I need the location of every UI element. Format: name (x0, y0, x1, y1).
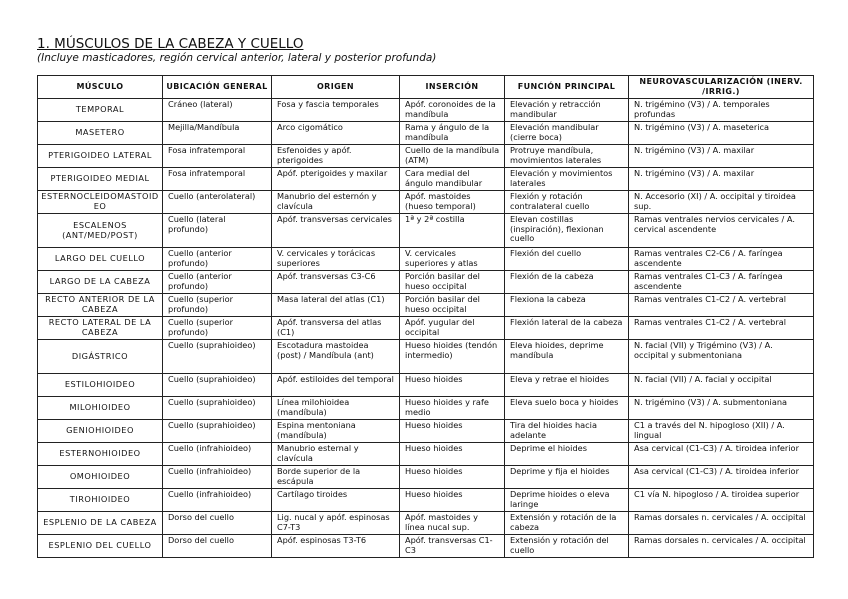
cell-origin: Apóf. transversa del atlas (C1) (272, 317, 400, 340)
cell-location: Cuello (superior profundo) (163, 294, 272, 317)
cell-origin: Apóf. transversas cervicales (272, 214, 400, 248)
cell-insertion: Apóf. mastoides y línea nucal sup. (400, 512, 505, 535)
cell-location: Cuello (infrahioideo) (163, 489, 272, 512)
cell-insertion: Rama y ángulo de la mandíbula (400, 122, 505, 145)
header-location: UBICACIÓN GENERAL (163, 76, 272, 99)
cell-neuro: N. Accesorio (XI) / A. occipital y tiroidea sup. (629, 191, 814, 214)
cell-origin: Apóf. estiloides del temporal (272, 374, 400, 397)
cell-origin: V. cervicales y torácicas superiores (272, 248, 400, 271)
cell-muscle: RECTO ANTERIOR DE LA CABEZA (38, 294, 163, 317)
cell-neuro: N. trigémino (V3) / A. maxilar (629, 168, 814, 191)
cell-function: Flexiona la cabeza (505, 294, 629, 317)
cell-muscle: ESTERNOHIOIDEO (38, 443, 163, 466)
cell-location: Fosa infratemporal (163, 145, 272, 168)
table-header-row (38, 76, 814, 99)
table-row (38, 145, 814, 168)
table-row (38, 122, 814, 145)
cell-neuro: N. trigémino (V3) / A. maxilar (629, 145, 814, 168)
cell-neuro: Ramas ventrales C2-C6 / A. faríngea ascendente (629, 248, 814, 271)
cell-location: Cráneo (lateral) (163, 99, 272, 122)
cell-muscle: LARGO DE LA CABEZA (38, 271, 163, 294)
cell-insertion: Apóf. mastoides (hueso temporal) (400, 191, 505, 214)
cell-neuro: Asa cervical (C1-C3) / A. tiroidea inferior (629, 466, 814, 489)
cell-neuro: Ramas ventrales C1-C3 / A. faríngea ascendente (629, 271, 814, 294)
cell-function: Eleva y retrae el hioides (505, 374, 629, 397)
cell-location: Cuello (suprahioideo) (163, 397, 272, 420)
cell-muscle: RECTO LATERAL DE LA CABEZA (38, 317, 163, 340)
cell-neuro: Asa cervical (C1-C3) / A. tiroidea inferior (629, 443, 814, 466)
cell-origin: Arco cigomático (272, 122, 400, 145)
table-row (38, 512, 814, 535)
cell-origin: Borde superior de la escápula (272, 466, 400, 489)
cell-muscle: ESPLENIO DEL CUELLO (38, 535, 163, 558)
cell-origin: Cartílago tiroides (272, 489, 400, 512)
cell-muscle: TEMPORAL (38, 99, 163, 122)
cell-neuro: Ramas ventrales C1-C2 / A. vertebral (629, 294, 814, 317)
cell-function: Elevación y movimientos laterales (505, 168, 629, 191)
cell-muscle: GENIOHIOIDEO (38, 420, 163, 443)
table-row (38, 420, 814, 443)
table-row (38, 271, 814, 294)
cell-muscle: DIGÁSTRICO (38, 340, 163, 374)
cell-insertion: Hueso hioides y rafe medio (400, 397, 505, 420)
cell-muscle: PTERIGOIDEO LATERAL (38, 145, 163, 168)
cell-function: Deprime el hioides (505, 443, 629, 466)
cell-location: Cuello (anterolateral) (163, 191, 272, 214)
header-insertion: INSERCIÓN (400, 76, 505, 99)
table-row (38, 535, 814, 558)
cell-neuro: Ramas dorsales n. cervicales / A. occipital (629, 535, 814, 558)
cell-muscle: OMOHIOIDEO (38, 466, 163, 489)
cell-muscle: MASETERO (38, 122, 163, 145)
cell-muscle: PTERIGOIDEO MEDIAL (38, 168, 163, 191)
cell-origin: Lig. nucal y apóf. espinosas C7-T3 (272, 512, 400, 535)
table-row (38, 489, 814, 512)
cell-origin: Esfenoides y apóf. pterigoides (272, 145, 400, 168)
table-row (38, 443, 814, 466)
muscles-table (37, 75, 814, 558)
header-neurovascular: NEUROVASCULARIZACIÓN (INERV. /IRRIG.) (629, 76, 814, 99)
page-title: 1. MÚSCULOS DE LA CABEZA Y CUELLO (37, 36, 304, 52)
cell-location: Cuello (suprahioideo) (163, 374, 272, 397)
table-row (38, 99, 814, 122)
cell-origin: Espina mentoniana (mandíbula) (272, 420, 400, 443)
cell-location: Dorso del cuello (163, 512, 272, 535)
cell-origin: Apóf. transversas C3-C6 (272, 271, 400, 294)
cell-function: Flexión de la cabeza (505, 271, 629, 294)
cell-muscle: ESTERNOCLEIDOMASTOIDEO (38, 191, 163, 214)
cell-insertion: Apóf. transversas C1-C3 (400, 535, 505, 558)
cell-insertion: Hueso hioides (400, 420, 505, 443)
cell-location: Fosa infratemporal (163, 168, 272, 191)
cell-function: Elevan costillas (inspiración), flexionan cuello (505, 214, 629, 248)
table-row (38, 466, 814, 489)
cell-function: Elevación y retracción mandibular (505, 99, 629, 122)
table-row (38, 374, 814, 397)
cell-origin: Masa lateral del atlas (C1) (272, 294, 400, 317)
cell-insertion: Apóf. coronoides de la mandíbula (400, 99, 505, 122)
cell-insertion: Hueso hioides (400, 443, 505, 466)
header-function: FUNCIÓN PRINCIPAL (505, 76, 629, 99)
cell-function: Eleva suelo boca y hioides (505, 397, 629, 420)
cell-neuro: C1 a través del N. hipogloso (XII) / A. lingual (629, 420, 814, 443)
cell-insertion: Porción basilar del hueso occipital (400, 294, 505, 317)
cell-insertion: 1ª y 2ª costilla (400, 214, 505, 248)
cell-location: Mejilla/Mandíbula (163, 122, 272, 145)
cell-origin: Apóf. espinosas T3-T6 (272, 535, 400, 558)
cell-neuro: N. trigémino (V3) / A. submentoniana (629, 397, 814, 420)
table-row (38, 168, 814, 191)
cell-function: Flexión y rotación contralateral cuello (505, 191, 629, 214)
cell-location: Cuello (suprahioideo) (163, 420, 272, 443)
cell-neuro: N. facial (VII) / A. facial y occipital (629, 374, 814, 397)
cell-insertion: Cuello de la mandíbula (ATM) (400, 145, 505, 168)
cell-function: Eleva hioides, deprime mandíbula (505, 340, 629, 374)
cell-function: Deprime hioides o eleva laringe (505, 489, 629, 512)
table-row (38, 294, 814, 317)
cell-location: Cuello (superior profundo) (163, 317, 272, 340)
cell-origin: Línea milohioidea (mandíbula) (272, 397, 400, 420)
table-body (38, 99, 814, 558)
cell-function: Extensión y rotación del cuello (505, 535, 629, 558)
cell-neuro: Ramas ventrales nervios cervicales / A. cervical ascendente (629, 214, 814, 248)
cell-location: Cuello (anterior profundo) (163, 248, 272, 271)
cell-muscle: ESCALENOS (ANT/MED/POST) (38, 214, 163, 248)
table-row (38, 397, 814, 420)
table-row (38, 191, 814, 214)
cell-muscle: TIROHIOIDEO (38, 489, 163, 512)
cell-muscle: LARGO DEL CUELLO (38, 248, 163, 271)
document-page (37, 36, 813, 558)
cell-muscle: MILOHIOIDEO (38, 397, 163, 420)
table-row (38, 214, 814, 248)
cell-function: Protruye mandíbula, movimientos laterales (505, 145, 629, 168)
cell-location: Cuello (lateral profundo) (163, 214, 272, 248)
cell-neuro: Ramas ventrales C1-C2 / A. vertebral (629, 317, 814, 340)
cell-origin: Apóf. pterigoides y maxilar (272, 168, 400, 191)
cell-insertion: Apóf. yugular del occipital (400, 317, 505, 340)
cell-location: Cuello (suprahioideo) (163, 340, 272, 374)
cell-insertion: Cara medial del ángulo mandibular (400, 168, 505, 191)
cell-neuro: N. facial (VII) y Trigémino (V3) / A. occipital y submentoniana (629, 340, 814, 374)
cell-function: Flexión lateral de la cabeza (505, 317, 629, 340)
table-row (38, 317, 814, 340)
cell-origin: Manubrio del esternón y clavícula (272, 191, 400, 214)
cell-neuro: C1 vía N. hipogloso / A. tiroidea superior (629, 489, 814, 512)
cell-muscle: ESTILOHIOIDEO (38, 374, 163, 397)
table-row (38, 340, 814, 374)
header-origin: ORIGEN (272, 76, 400, 99)
table-row (38, 248, 814, 271)
cell-location: Cuello (anterior profundo) (163, 271, 272, 294)
page-subtitle: (Incluye masticadores, región cervical anterior, lateral y posterior profunda) (37, 52, 437, 64)
cell-function: Tira del hioides hacia adelante (505, 420, 629, 443)
cell-origin: Fosa y fascia temporales (272, 99, 400, 122)
cell-insertion: Porción basilar del hueso occipital (400, 271, 505, 294)
cell-function: Elevación mandibular (cierre boca) (505, 122, 629, 145)
cell-origin: Escotadura mastoidea (post) / Mandíbula (ant) (272, 340, 400, 374)
cell-function: Deprime y fija el hioides (505, 466, 629, 489)
cell-location: Cuello (infrahioideo) (163, 443, 272, 466)
cell-origin: Manubrio esternal y clavícula (272, 443, 400, 466)
cell-muscle: ESPLENIO DE LA CABEZA (38, 512, 163, 535)
cell-neuro: N. trigémino (V3) / A. temporales profundas (629, 99, 814, 122)
cell-location: Dorso del cuello (163, 535, 272, 558)
cell-neuro: Ramas dorsales n. cervicales / A. occipital (629, 512, 814, 535)
cell-function: Extensión y rotación de la cabeza (505, 512, 629, 535)
cell-function: Flexión del cuello (505, 248, 629, 271)
cell-location: Cuello (infrahioideo) (163, 466, 272, 489)
cell-insertion: Hueso hioides (tendón intermedio) (400, 340, 505, 374)
header-muscle: MÚSCULO (38, 76, 163, 99)
cell-insertion: Hueso hioides (400, 374, 505, 397)
cell-insertion: V. cervicales superiores y atlas (400, 248, 505, 271)
cell-neuro: N. trigémino (V3) / A. maseterica (629, 122, 814, 145)
cell-insertion: Hueso hioides (400, 489, 505, 512)
cell-insertion: Hueso hioides (400, 466, 505, 489)
